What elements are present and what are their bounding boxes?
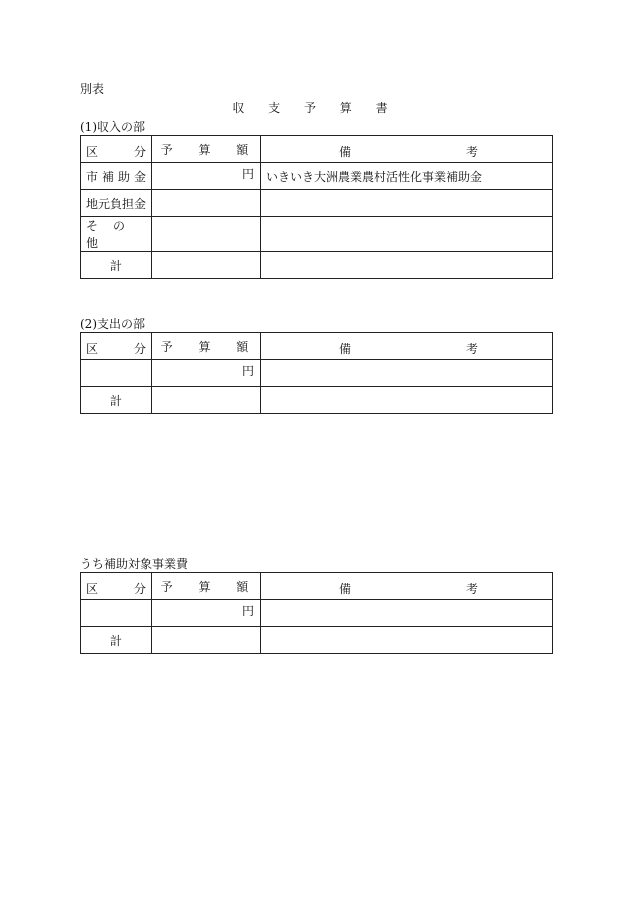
table-row bbox=[81, 190, 553, 217]
income-table bbox=[80, 135, 553, 279]
row-amount bbox=[152, 600, 261, 627]
header-biko: 備 考 bbox=[261, 136, 553, 163]
row-remarks bbox=[261, 600, 553, 627]
total-label: 計 bbox=[81, 252, 152, 279]
total-label: 計 bbox=[81, 627, 152, 654]
row-remarks bbox=[261, 190, 553, 217]
subsidized-section-label: うち補助対象事業費 bbox=[80, 557, 189, 571]
row-category: 市補助金 bbox=[81, 163, 152, 190]
yen-unit: 円 bbox=[241, 604, 254, 618]
header-yosan: 予 算 額 bbox=[152, 333, 261, 360]
row-remarks bbox=[261, 360, 553, 387]
row-amount bbox=[152, 360, 261, 387]
expense-section-label: (2)支出の部 bbox=[80, 317, 145, 331]
yen-unit: 円 bbox=[241, 364, 254, 378]
document-title: 収 支 予 算 書 bbox=[232, 101, 398, 115]
row-category bbox=[81, 600, 152, 627]
header-yosan: 予 算 額 bbox=[152, 573, 261, 600]
table-row bbox=[81, 600, 553, 627]
row-category: その他 bbox=[81, 217, 152, 252]
table-row bbox=[81, 163, 553, 190]
row-amount bbox=[152, 163, 261, 190]
total-row bbox=[81, 387, 553, 414]
header-kubun: 区 分 bbox=[81, 573, 152, 600]
total-label: 計 bbox=[81, 387, 152, 414]
table-header-row bbox=[81, 573, 553, 600]
total-row bbox=[81, 627, 553, 654]
appendix-label: 別表 bbox=[80, 82, 105, 96]
header-biko: 備 考 bbox=[261, 333, 553, 360]
yen-unit: 円 bbox=[241, 167, 254, 181]
row-amount bbox=[152, 217, 261, 252]
row-remarks: いきいき大洲農業農村活性化事業補助金 bbox=[261, 163, 553, 190]
header-biko: 備 考 bbox=[261, 573, 553, 600]
row-category bbox=[81, 360, 152, 387]
income-section-label: (1)収入の部 bbox=[80, 120, 145, 134]
header-yosan: 予 算 額 bbox=[152, 136, 261, 163]
table-header-row bbox=[81, 333, 553, 360]
row-remarks bbox=[261, 217, 553, 252]
header-kubun: 区 分 bbox=[81, 136, 152, 163]
total-amount bbox=[152, 387, 261, 414]
header-kubun: 区 分 bbox=[81, 333, 152, 360]
expense-table bbox=[80, 332, 553, 414]
table-header-row bbox=[81, 136, 553, 163]
subsidized-table bbox=[80, 572, 553, 654]
row-category: 地元負担金 bbox=[81, 190, 152, 217]
total-remarks bbox=[261, 627, 553, 654]
total-row bbox=[81, 252, 553, 279]
table-row bbox=[81, 360, 553, 387]
table-row bbox=[81, 217, 553, 252]
total-amount bbox=[152, 627, 261, 654]
total-remarks bbox=[261, 252, 553, 279]
total-amount bbox=[152, 252, 261, 279]
total-remarks bbox=[261, 387, 553, 414]
row-amount bbox=[152, 190, 261, 217]
